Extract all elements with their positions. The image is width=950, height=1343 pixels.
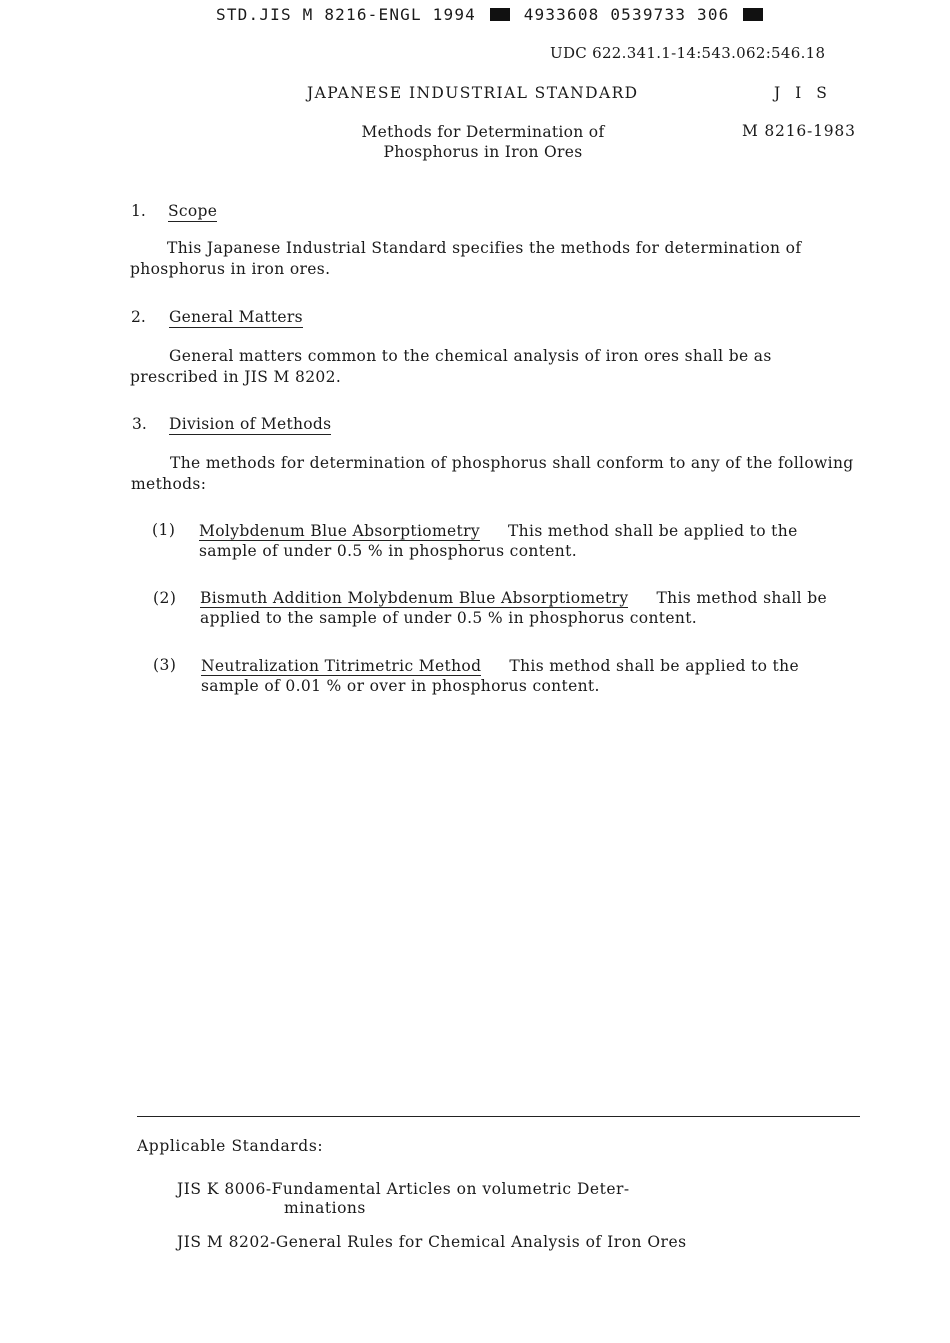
reference-1-line-2: minations: [284, 1199, 366, 1217]
method-2-number: (2): [153, 589, 177, 607]
section-1-body: [130, 238, 862, 280]
reference-2: JIS M 8202-General Rules for Chemical Analysis of Iron Ores: [177, 1233, 687, 1251]
jis-mark: J I S: [774, 84, 832, 102]
method-1: [199, 521, 839, 561]
section-2-text: General matters common to the chemical analysis of iron ores shall be as prescribed in JIS M 8202.: [130, 347, 772, 386]
standard-org: JAPANESE INDUSTRIAL STANDARD: [307, 84, 639, 102]
barcode-block: [490, 8, 510, 21]
section-1-number: 1.: [131, 202, 146, 220]
section-2-heading: General Matters: [169, 308, 303, 326]
barcode-block: [743, 8, 763, 21]
footnote-divider: [137, 1116, 860, 1117]
title-line-1: Methods for Determination of: [361, 123, 605, 141]
section-2-number: 2.: [131, 308, 146, 326]
reference-1-line-1: JIS K 8006-Fundamental Articles on volumetric Deter-: [177, 1180, 630, 1198]
document-title: [330, 122, 636, 162]
udc-code: UDC 622.341.1-14:543.062:546.18: [550, 44, 826, 62]
applicable-standards-heading: Applicable Standards:: [137, 1137, 324, 1155]
section-2-body: [130, 346, 845, 388]
method-3-name: Neutralization Titrimetric Method: [201, 657, 482, 675]
standard-number: M 8216-1983: [742, 122, 856, 140]
title-line-2: Phosphorus in Iron Ores: [383, 143, 583, 161]
reference-1: [177, 1180, 630, 1218]
method-3: [201, 656, 841, 696]
method-2: [200, 588, 868, 628]
method-2-desc: This method shall be applied to the sample of under 0.5 % in phosphorus content.: [200, 589, 828, 627]
method-1-name: Molybdenum Blue Absorptiometry: [199, 522, 480, 540]
std-barcode-number: 4933608 0539733 306: [523, 5, 730, 24]
method-1-number: (1): [152, 521, 176, 539]
method-1-desc: This method shall be applied to the sample of under 0.5 % in phosphorus content.: [199, 522, 798, 560]
method-2-name: Bismuth Addition Molybdenum Blue Absorptiometry: [200, 589, 629, 607]
section-1-text: This Japanese Industrial Standard specifies the methods for determination of phosphorus in iron ores.: [130, 239, 802, 278]
section-3-heading: Division of Methods: [169, 415, 332, 433]
section-1-heading: Scope: [168, 202, 218, 220]
method-3-desc: This method shall be applied to the sample of 0.01 % or over in phosphorus content.: [201, 657, 799, 695]
document-id-line: [216, 5, 766, 24]
section-3-number: 3.: [132, 415, 147, 433]
method-3-number: (3): [153, 656, 177, 674]
std-code: STD.JIS M 8216-ENGL 1994: [216, 5, 476, 24]
section-3-text: The methods for determination of phosphorus shall conform to any of the following methods:: [131, 454, 854, 493]
section-3-body: [131, 453, 856, 495]
